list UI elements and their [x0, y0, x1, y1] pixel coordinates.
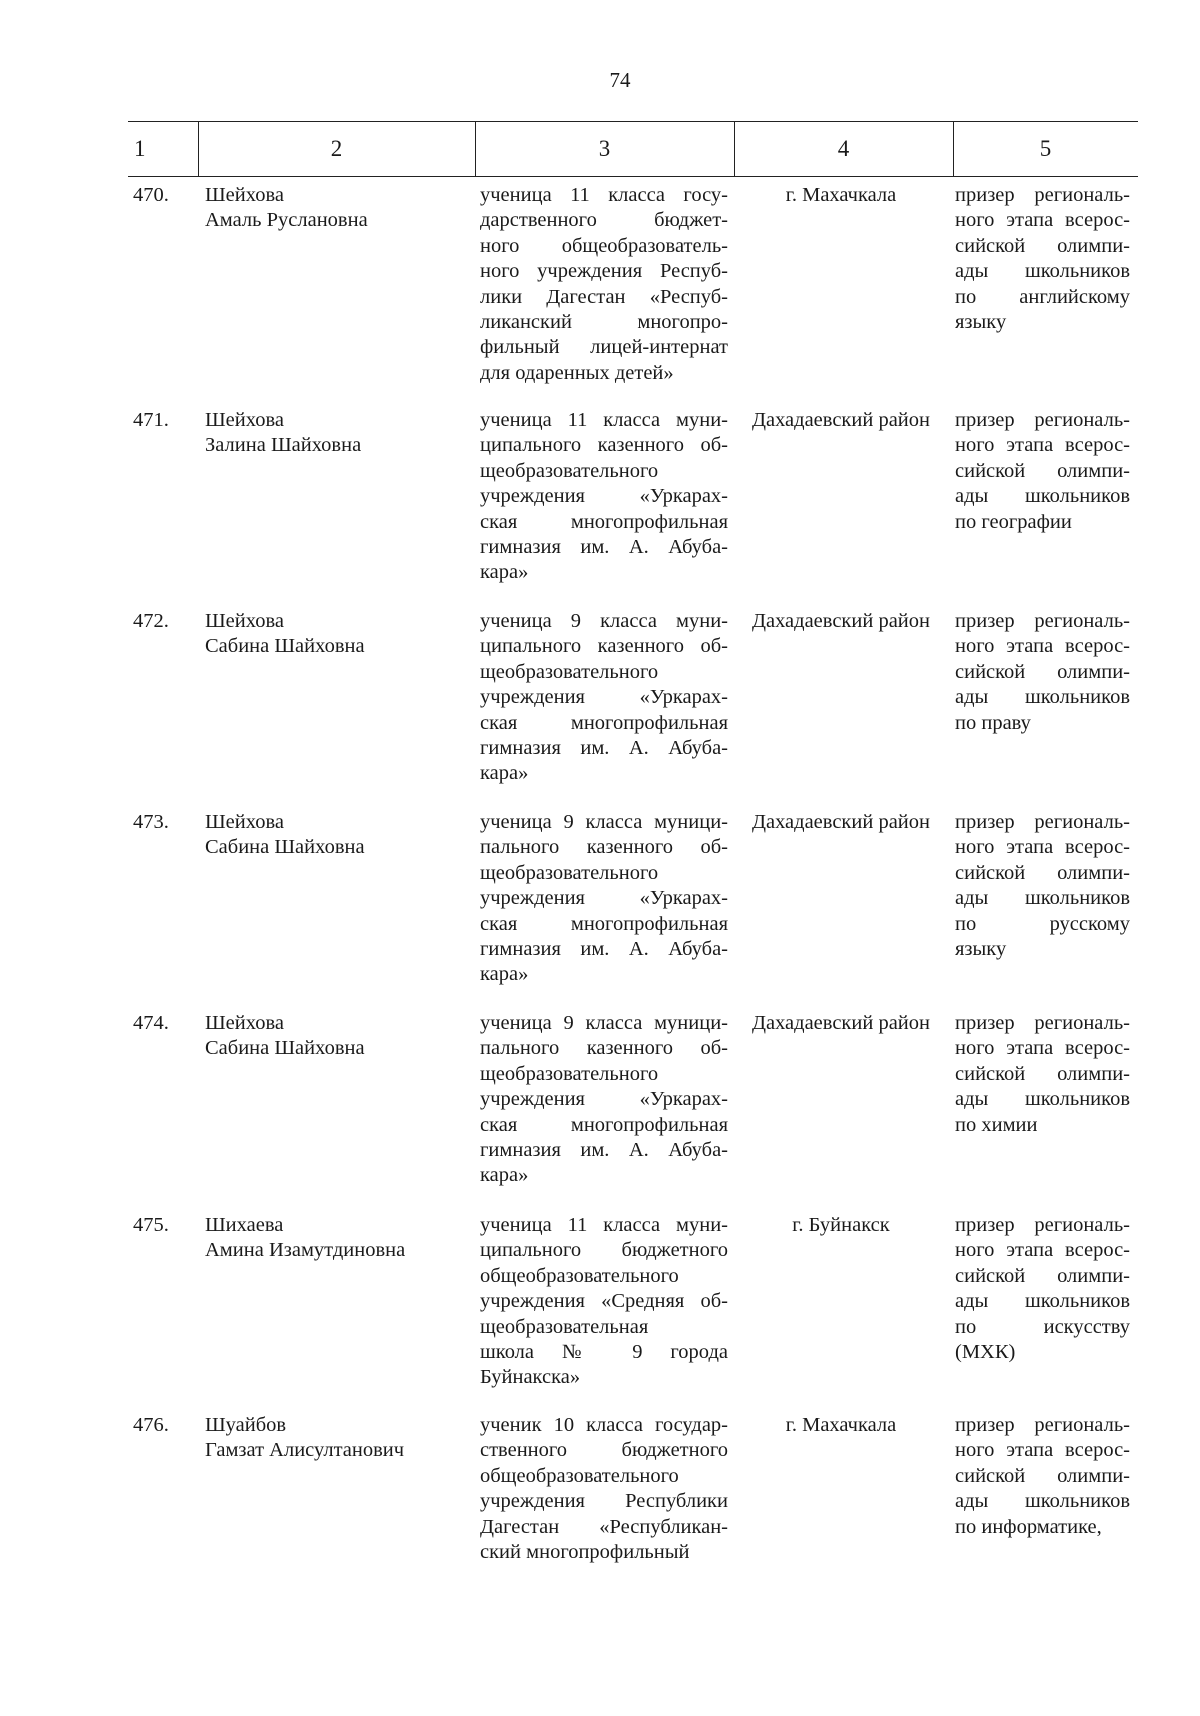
- award-description-line: ного этапа всерос-: [955, 1037, 1130, 1060]
- school-description-line: ственного бюджетного: [480, 1439, 728, 1462]
- award-description-line: ады школьников: [955, 1490, 1130, 1513]
- school-description-line: ский многопрофильный: [480, 1541, 690, 1564]
- award-description-line: ады школьников: [955, 1290, 1130, 1313]
- school-description-line: кара»: [480, 1164, 529, 1187]
- school-description-line: ученица 9 класса муници-: [480, 811, 728, 833]
- location: Дахадаевский район: [751, 811, 930, 833]
- school-description-line: щеобразовательного: [480, 660, 659, 683]
- header-col-4: 4: [837, 136, 850, 161]
- location: г. Махачкала: [785, 1414, 897, 1436]
- school-description-line: ного общеобразователь-: [480, 234, 728, 257]
- school-description-line: гимназия им. А. Абуба-: [480, 536, 728, 559]
- person-name: [205, 183, 475, 234]
- school-description-line: учреждения «Уркарах-: [480, 1088, 728, 1111]
- school-description: [480, 1213, 728, 1391]
- school-description-line: кара»: [480, 762, 529, 785]
- school-description: [480, 1413, 728, 1565]
- school-description-line: общеобразовательного: [480, 1264, 679, 1287]
- header-col-5: 5: [1039, 136, 1052, 161]
- award-description-line: ного этапа всерос-: [955, 1239, 1130, 1262]
- person-name-line: Шихаева: [205, 1214, 284, 1236]
- school-description-line: учреждения «Уркарах-: [480, 485, 728, 508]
- award-description-line: языку: [955, 938, 1007, 961]
- person-name-line: Залина Шайховна: [205, 434, 362, 457]
- award-description-line: языку: [955, 311, 1007, 334]
- row-number: 474.: [133, 1012, 169, 1034]
- school-description: [480, 810, 728, 988]
- school-description-line: учреждения «Уркарах-: [480, 887, 728, 910]
- award-description-line: сийской олимпи-: [955, 1464, 1130, 1487]
- table-header: [128, 121, 1138, 177]
- school-description-line: гимназия им. А. Абуба-: [480, 737, 728, 760]
- location: г. Буйнакск: [792, 1214, 890, 1236]
- header-col-2: 2: [330, 136, 343, 161]
- award-description-line: сийской олимпи-: [955, 660, 1130, 683]
- award-description-line: призер региональ-: [955, 1414, 1130, 1436]
- page-number: 74: [609, 68, 631, 92]
- school-description-line: учреждения Республики: [480, 1490, 728, 1513]
- school-description-line: ципального бюджетного: [480, 1239, 728, 1262]
- school-description-line: фильный лицей-интернат: [480, 336, 728, 359]
- school-description-line: ликанский многопро-: [480, 311, 728, 334]
- award-description-line: по русскому: [955, 912, 1130, 935]
- person-name: [205, 609, 475, 660]
- person-name-line: Шейхова: [205, 610, 284, 632]
- award-description-line: ного этапа всерос-: [955, 1439, 1130, 1462]
- person-name-line: Шейхова: [205, 409, 284, 431]
- award-description: [955, 1413, 1130, 1540]
- award-description: [955, 609, 1130, 736]
- award-description-line: сийской олимпи-: [955, 861, 1130, 884]
- award-description-line: (МХК): [955, 1341, 1016, 1364]
- person-name-line: Амина Изамутдиновна: [205, 1239, 406, 1262]
- award-description-line: по праву: [955, 711, 1031, 734]
- location: г. Махачкала: [785, 184, 897, 206]
- person-name-line: Амаль Руслановна: [205, 209, 368, 232]
- school-description-line: ципального казенного об-: [480, 635, 728, 658]
- row-number: 476.: [133, 1414, 169, 1436]
- award-description-line: по географии: [955, 510, 1072, 533]
- award-description-line: сийской олимпи-: [955, 1264, 1130, 1287]
- person-name-line: Гамзат Алисултанович: [205, 1439, 405, 1462]
- school-description-line: учреждения «Средняя об-: [480, 1290, 728, 1313]
- school-description-line: школа № 9 города: [480, 1341, 728, 1364]
- school-description: [480, 408, 728, 586]
- school-description-line: пального казенного об-: [480, 836, 728, 859]
- award-description-line: сийской олимпи-: [955, 1062, 1130, 1085]
- school-description-line: гимназия им. А. Абуба-: [480, 1139, 728, 1162]
- school-description-line: ципального казенного об-: [480, 434, 728, 457]
- award-description-line: ного этапа всерос-: [955, 209, 1130, 232]
- header-col-1: 1: [134, 136, 146, 161]
- location: Дахадаевский район: [751, 1012, 930, 1034]
- school-description-line: общеобразовательного: [480, 1464, 679, 1487]
- award-description-line: по английскому: [955, 285, 1130, 308]
- school-description-line: кара»: [480, 561, 529, 584]
- person-name-line: Шейхова: [205, 811, 284, 833]
- person-name-line: Сабина Шайховна: [205, 635, 365, 658]
- school-description: [480, 609, 728, 787]
- school-description-line: Буйнакска»: [480, 1366, 581, 1389]
- school-description-line: для одаренных детей»: [480, 361, 674, 384]
- award-description-line: ады школьников: [955, 887, 1130, 910]
- person-name: [205, 1413, 475, 1464]
- award-description-line: призер региональ-: [955, 409, 1130, 431]
- award-description-line: по химии: [955, 1113, 1038, 1136]
- school-description-line: ская многопрофильная: [480, 711, 728, 734]
- award-description-line: призер региональ-: [955, 610, 1130, 632]
- award-description: [955, 1011, 1130, 1138]
- award-description: [955, 810, 1130, 962]
- award-description: [955, 408, 1130, 535]
- award-description-line: ного этапа всерос-: [955, 635, 1130, 658]
- school-description-line: ученица 9 класса муни-: [480, 610, 728, 632]
- header-col-3: 3: [598, 136, 611, 161]
- person-name: [205, 1011, 475, 1062]
- award-description-line: ады школьников: [955, 260, 1130, 283]
- award-description-line: призер региональ-: [955, 1012, 1130, 1034]
- school-description-line: щеобразовательного: [480, 1062, 659, 1085]
- award-description-line: по информатике,: [955, 1515, 1102, 1538]
- award-description-line: ады школьников: [955, 485, 1130, 508]
- award-description-line: призер региональ-: [955, 184, 1130, 206]
- location: Дахадаевский район: [751, 610, 930, 632]
- school-description-line: кара»: [480, 963, 529, 986]
- award-description: [955, 1213, 1130, 1365]
- person-name-line: Шуайбов: [205, 1414, 287, 1436]
- school-description-line: лики Дагестан «Респуб-: [480, 285, 728, 308]
- school-description-line: ученик 10 класса государ-: [480, 1414, 728, 1436]
- school-description: [480, 183, 728, 386]
- award-description-line: ады школьников: [955, 686, 1130, 709]
- person-name-line: Шейхова: [205, 1012, 284, 1034]
- row-number: 471.: [133, 409, 169, 431]
- school-description-line: учреждения «Уркарах-: [480, 686, 728, 709]
- person-name-line: Шейхова: [205, 184, 284, 206]
- award-description-line: сийской олимпи-: [955, 459, 1130, 482]
- school-description-line: щеобразовательного: [480, 861, 659, 884]
- award-description-line: сийской олимпи-: [955, 234, 1130, 257]
- school-description-line: Дагестан «Республикан-: [480, 1515, 728, 1538]
- school-description-line: щеобразовательного: [480, 459, 659, 482]
- person-name: [205, 1213, 475, 1264]
- school-description-line: ская многопрофильная: [480, 510, 728, 533]
- row-number: 472.: [133, 610, 169, 632]
- school-description-line: ская многопрофильная: [480, 1113, 728, 1136]
- location: Дахадаевский район: [751, 409, 930, 431]
- award-description-line: ного этапа всерос-: [955, 434, 1130, 457]
- award-description-line: ады школьников: [955, 1088, 1130, 1111]
- person-name: [205, 408, 475, 459]
- school-description-line: ская многопрофильная: [480, 912, 728, 935]
- school-description-line: ученица 11 класса муни-: [480, 409, 728, 431]
- person-name-line: Сабина Шайховна: [205, 836, 365, 859]
- award-description-line: ного этапа всерос-: [955, 836, 1130, 859]
- school-description-line: пального казенного об-: [480, 1037, 728, 1060]
- row-number: 470.: [133, 184, 169, 206]
- school-description-line: ученица 11 класса госу-: [480, 184, 728, 206]
- school-description-line: ученица 9 класса муници-: [480, 1012, 728, 1034]
- award-description-line: по искусству: [955, 1315, 1130, 1338]
- award-description-line: призер региональ-: [955, 1214, 1130, 1236]
- school-description-line: дарственного бюджет-: [480, 209, 728, 232]
- person-name: [205, 810, 475, 861]
- school-description-line: щеобразовательная: [480, 1315, 649, 1338]
- school-description: [480, 1011, 728, 1189]
- school-description-line: гимназия им. А. Абуба-: [480, 938, 728, 961]
- award-description-line: призер региональ-: [955, 811, 1130, 833]
- award-description: [955, 183, 1130, 335]
- school-description-line: ного учреждения Респуб-: [480, 260, 728, 283]
- school-description-line: ученица 11 класса муни-: [480, 1214, 728, 1236]
- row-number: 475.: [133, 1214, 169, 1236]
- row-number: 473.: [133, 811, 169, 833]
- person-name-line: Сабина Шайховна: [205, 1037, 365, 1060]
